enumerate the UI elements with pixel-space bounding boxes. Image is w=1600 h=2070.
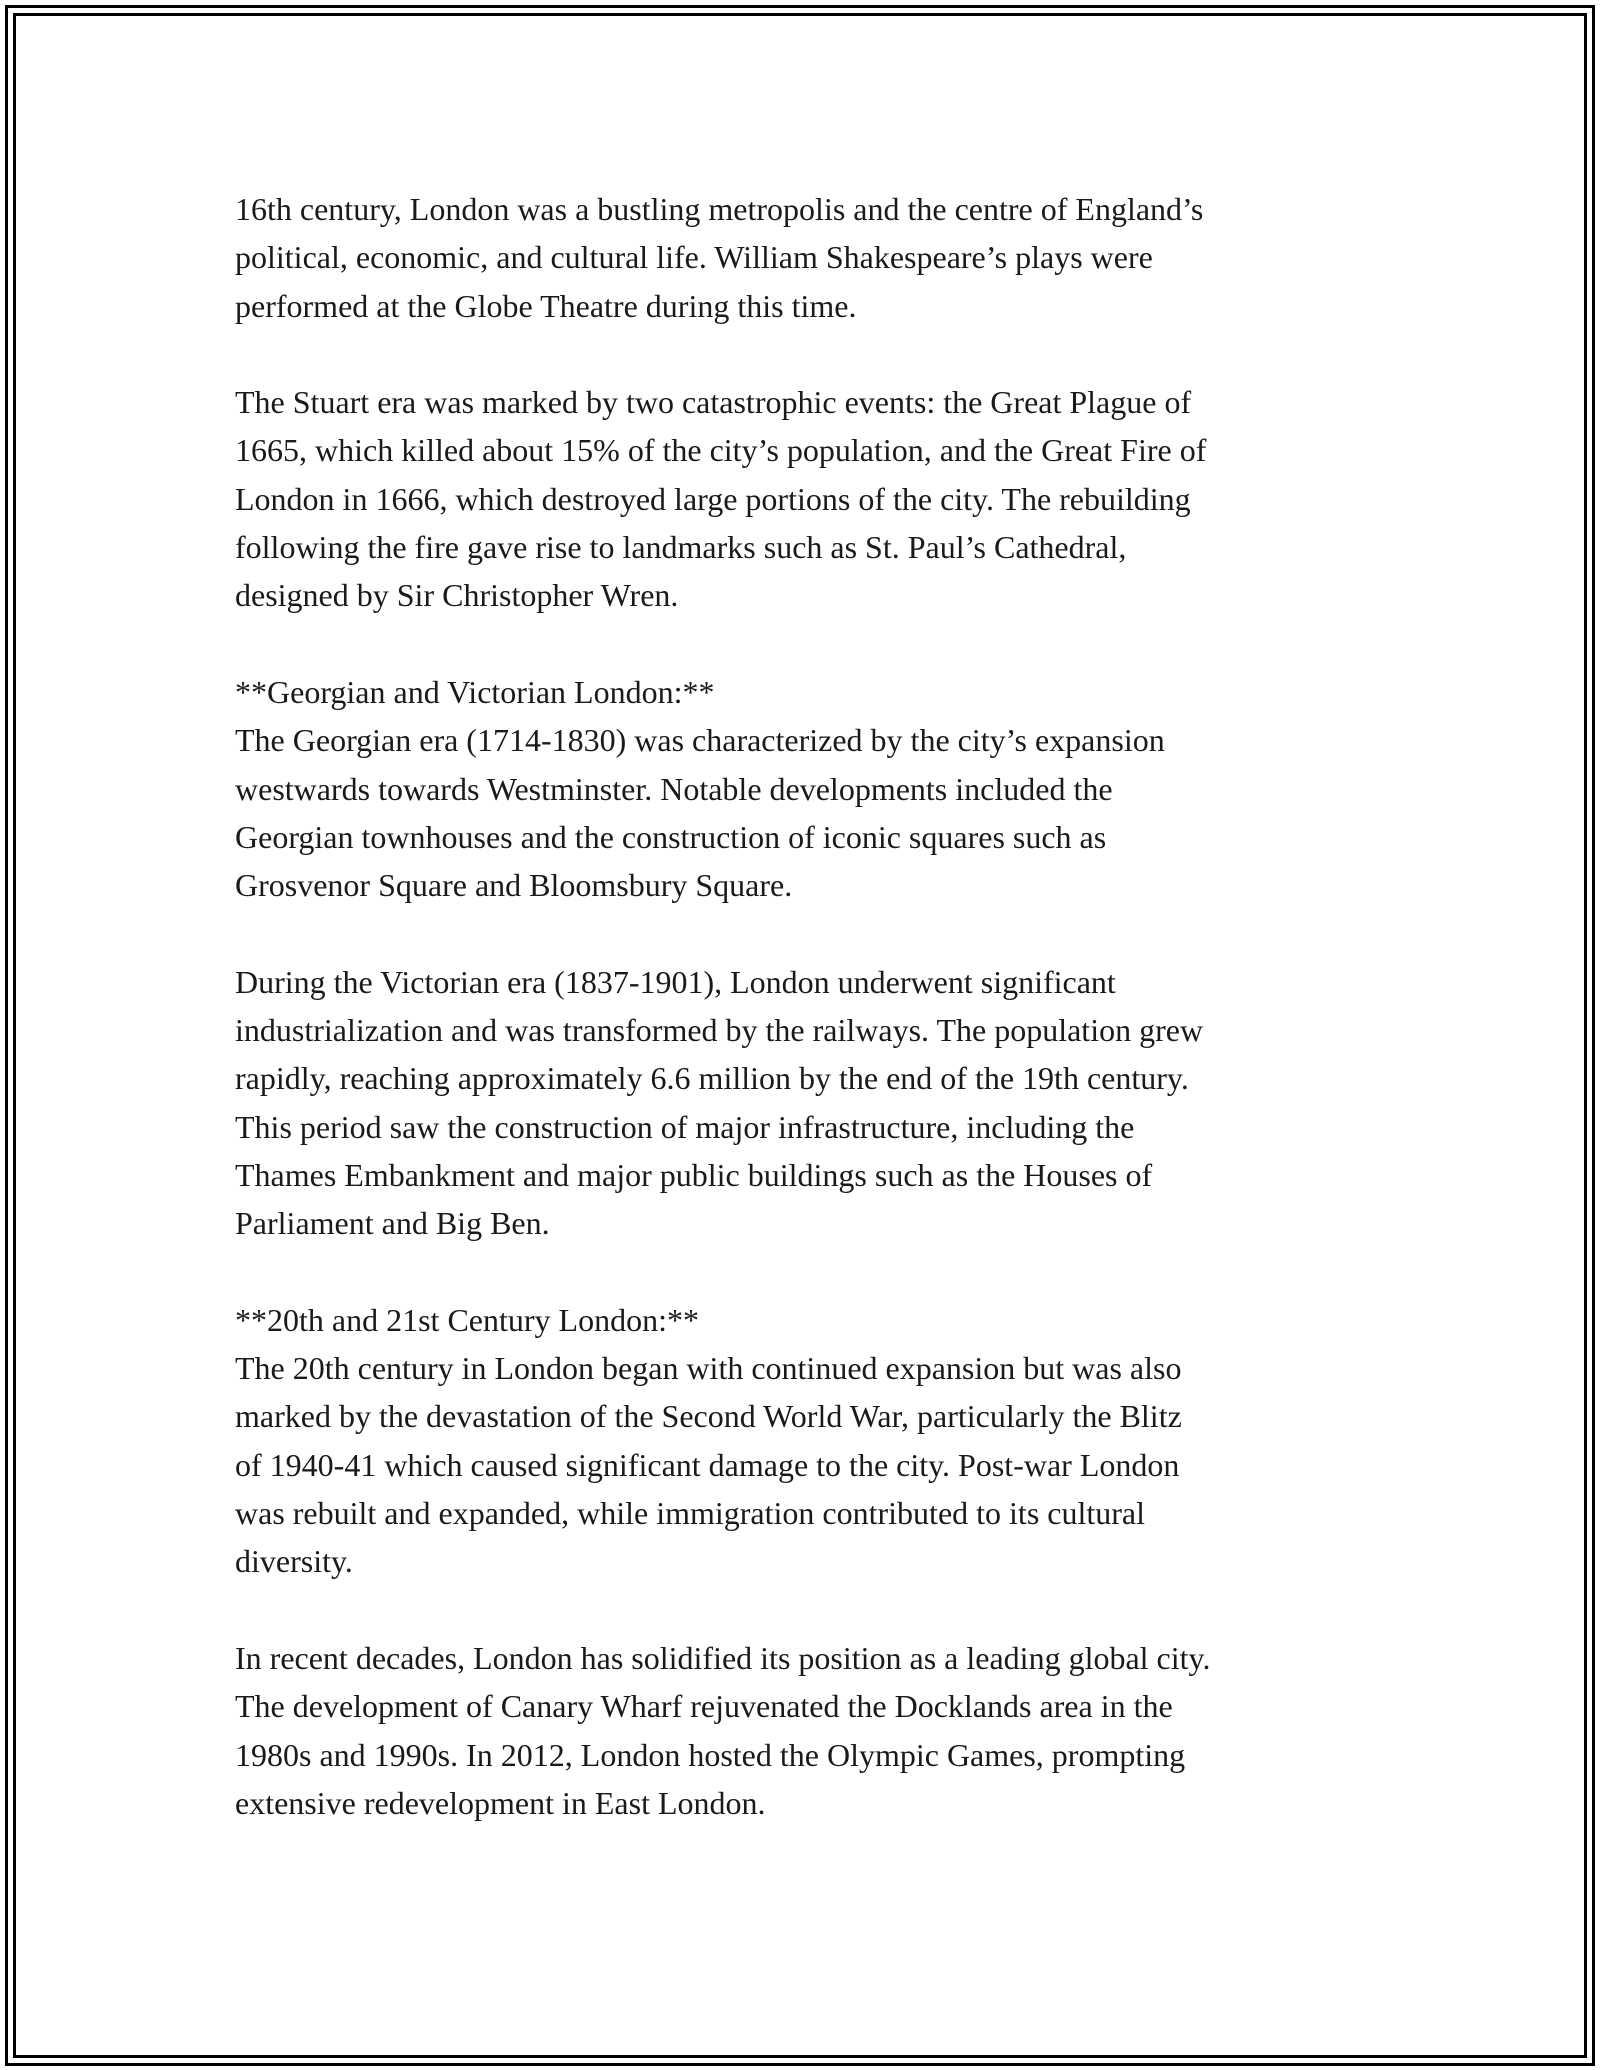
paragraph-stuart-era: The Stuart era was marked by two catastrophic events: the Great Plague of 1665, which killed about 15% of the city’s population, and the Great Fire of London in 1666, which destroyed large portions of the city. The rebuilding following the fire gave rise to landmarks such as St. Paul’s Cathedral, designed by Sir Christopher Wren. xyxy=(235,384,1207,614)
paragraph-recent-decades: In recent decades, London has solidified its position as a leading global city. The development of Canary Wharf rejuvenated the Docklands area in the 1980s and 1990s. In 2012, London hosted the Olympic Games, prompting extensive redevelopment in East London. xyxy=(235,1639,1211,1821)
document-body xyxy=(235,185,1365,1827)
paragraph-tudor-london: 16th century, London was a bustling metropolis and the centre of England’s political, economic, and cultural life. William Shakespeare’s plays were performed at the Globe Theatre during this time. xyxy=(235,191,1204,324)
paragraph-georgian-london: **Georgian and Victorian London:** The Georgian era (1714-1830) was characterized by the city’s expansion westwards towards Westminster. Notable developments included the Georgian townhouses and the construction of iconic squares such as Grosvenor Square and Bloomsbury Square. xyxy=(235,673,1165,904)
paragraph-20th-century: **20th and 21st Century London:** The 20th century in London began with continued expansion but was also marked by the devastation of the Second World War, particularly the Blitz of 1940-41 which caused significant damage to the city. Post-war London was rebuilt and expanded, while immigration contributed to its cultural diversity. xyxy=(235,1301,1182,1580)
paragraph-victorian-era: During the Victorian era (1837-1901), London underwent significant industrialization and was transformed by the railways. The population grew rapidly, reaching approximately 6.6 million by the end of the 19th century. This period saw the construction of major infrastructure, including the Thames Embankment and major public buildings such as the Houses of Parliament and Big Ben. xyxy=(235,963,1204,1242)
